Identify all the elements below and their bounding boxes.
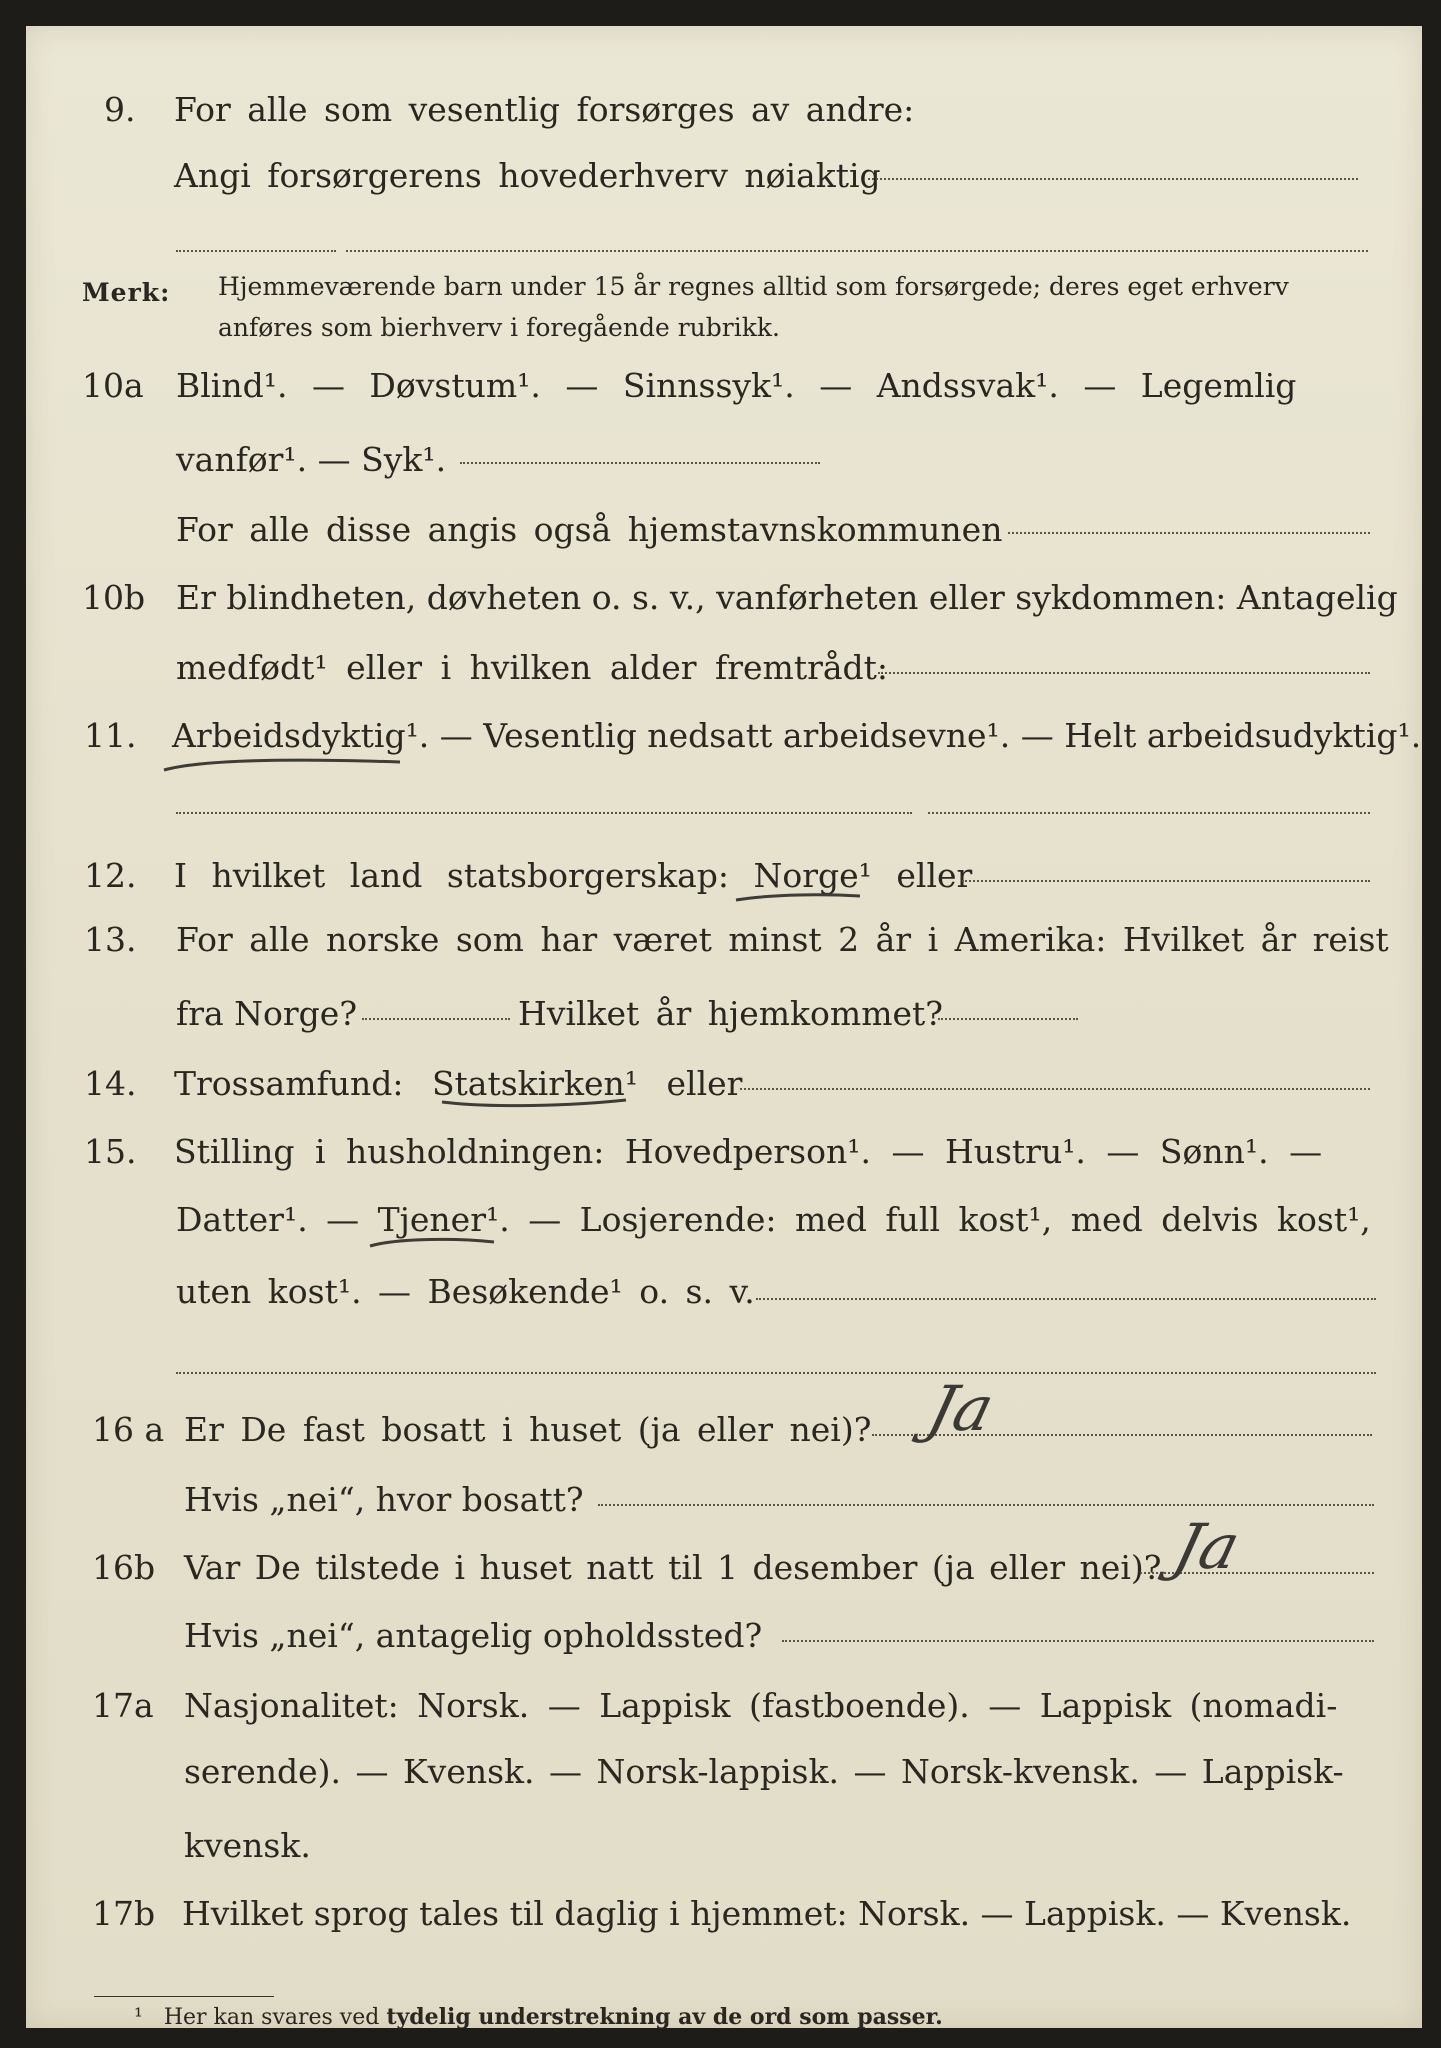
q12-line1: I hvilket land statsborgerskap: Norge¹ eller bbox=[174, 856, 973, 895]
q13-hjemkommet-line[interactable] bbox=[938, 1018, 1078, 1020]
footnote-text: Her kan svares ved bbox=[163, 2005, 380, 2030]
q14-answer-line[interactable] bbox=[740, 1088, 1370, 1090]
q13-reist-line[interactable] bbox=[362, 1018, 510, 1020]
q10a-answer-line[interactable] bbox=[460, 462, 820, 464]
q9-answer-line[interactable] bbox=[868, 178, 1358, 180]
q13-line1: For alle norske som har været minst 2 år i Amerika: Hvilket år reist bbox=[176, 920, 1389, 959]
q16a-bosatt-line[interactable] bbox=[598, 1504, 1374, 1506]
q17a-line1: Nasjonalitet: Norsk. — Lappisk (fastboende). — Lappisk (nomadi- bbox=[184, 1686, 1338, 1725]
merk-line2: anføres som bierhverv i foregående rubrikk. bbox=[218, 313, 780, 342]
q16b-line2: Hvis „nei“, antagelig opholdssted? bbox=[184, 1616, 763, 1655]
q15-line3: uten kost¹. — Besøkende¹ o. s. v. bbox=[176, 1272, 755, 1311]
q15-answer-line-2[interactable] bbox=[176, 1372, 1376, 1374]
q12-number: 12. bbox=[84, 856, 137, 895]
q11-answer-line-a[interactable] bbox=[176, 812, 912, 814]
q15-line2: Datter¹. — Tjener¹. — Losjerende: med full kost¹, med delvis kost¹, bbox=[176, 1200, 1371, 1239]
q15-answer-line[interactable] bbox=[756, 1298, 1376, 1300]
q16b-opholdssted-line[interactable] bbox=[782, 1640, 1374, 1642]
q15-handwritten-underline bbox=[368, 1232, 498, 1254]
q17a-number: 17a bbox=[92, 1686, 154, 1725]
footnote bbox=[134, 2004, 943, 2030]
q14-handwritten-underline bbox=[440, 1092, 630, 1114]
q17a-line3: kvensk. bbox=[184, 1826, 311, 1865]
q11-line1: Arbeidsdyktig¹. — Vesentlig nedsatt arbeidsevne¹. — Helt arbeidsudyktig¹. bbox=[172, 716, 1422, 755]
q10b-line2: medfødt¹ eller i hvilken alder fremtrådt: bbox=[176, 648, 889, 687]
q10a-hjemstavn-line[interactable] bbox=[1008, 532, 1370, 534]
q10a-line1: Blind¹. — Døvstum¹. — Sinnssyk¹. — Andssvak¹. — Legemlig bbox=[176, 366, 1297, 405]
footnote-mark: ¹ bbox=[134, 2005, 143, 2030]
q13-line2b: Hvilket år hjemkommet? bbox=[518, 994, 943, 1033]
q16b-handwritten-answer: Ja bbox=[1166, 1510, 1247, 1583]
q12-answer-line[interactable] bbox=[962, 880, 1370, 882]
q16a-number: 16 a bbox=[92, 1410, 165, 1449]
q11-answer-line-b[interactable] bbox=[928, 812, 1370, 814]
footnote-bold-text: tydelig understrekning av de ord som passer. bbox=[386, 2004, 943, 2030]
q10a-line3: For alle disse angis også hjemstavnskommunen bbox=[176, 510, 1003, 549]
q16b-number: 16b bbox=[92, 1548, 156, 1587]
q10a-line2: vanfør¹. — Syk¹. bbox=[176, 440, 447, 479]
q9-number: 9. bbox=[104, 90, 136, 129]
q10b-line1: Er blindheten, døvheten o. s. v., vanførheten eller sykdommen: Antagelig bbox=[176, 578, 1398, 617]
q10b-number: 10b bbox=[82, 578, 146, 617]
q16a-line2: Hvis „nei“, hvor bosatt? bbox=[184, 1480, 584, 1519]
q14-number: 14. bbox=[84, 1064, 137, 1103]
q13-number: 13. bbox=[84, 920, 137, 959]
q16a-handwritten-answer: Ja bbox=[920, 1372, 1001, 1445]
q15-number: 15. bbox=[84, 1132, 137, 1171]
q10a-number: 10a bbox=[82, 366, 144, 405]
q11-number: 11. bbox=[84, 716, 137, 755]
q10b-answer-line[interactable] bbox=[878, 672, 1370, 674]
q9-line2: Angi forsørgerens hovederhverv nøiaktig bbox=[174, 156, 881, 195]
q12-handwritten-underline bbox=[734, 888, 864, 908]
merk-label: Merk: bbox=[82, 278, 171, 307]
q9-answer-line-2a[interactable] bbox=[176, 250, 336, 252]
q14-line1: Trossamfund: Statskirken¹ eller bbox=[174, 1064, 743, 1103]
q16b-line1: Var De tilstede i huset natt til 1 desember (ja eller nei)? bbox=[184, 1548, 1162, 1587]
q17b-line1: Hvilket sprog tales til daglig i hjemmet: Norsk. — Lappisk. — Kvensk. bbox=[182, 1894, 1352, 1933]
q11-handwritten-underline bbox=[160, 752, 410, 776]
q9-line1: For alle som vesentlig forsørges av andre: bbox=[174, 90, 915, 129]
q13-line2a: fra Norge? bbox=[176, 994, 358, 1033]
q17a-line2: serende). — Kvensk. — Norsk-lappisk. — Norsk-kvensk. — Lappisk- bbox=[184, 1752, 1344, 1791]
q15-line1: Stilling i husholdningen: Hovedperson¹. — Hustru¹. — Sønn¹. — bbox=[174, 1132, 1323, 1171]
q16a-line1: Er De fast bosatt i huset (ja eller nei)? bbox=[184, 1410, 872, 1449]
footnote-rule bbox=[94, 1996, 274, 1997]
merk-line1: Hjemmeværende barn under 15 år regnes alltid som forsørgede; deres eget erhverv bbox=[218, 272, 1289, 301]
q17b-number: 17b bbox=[92, 1894, 156, 1933]
q9-answer-line-2b[interactable] bbox=[346, 250, 1368, 252]
